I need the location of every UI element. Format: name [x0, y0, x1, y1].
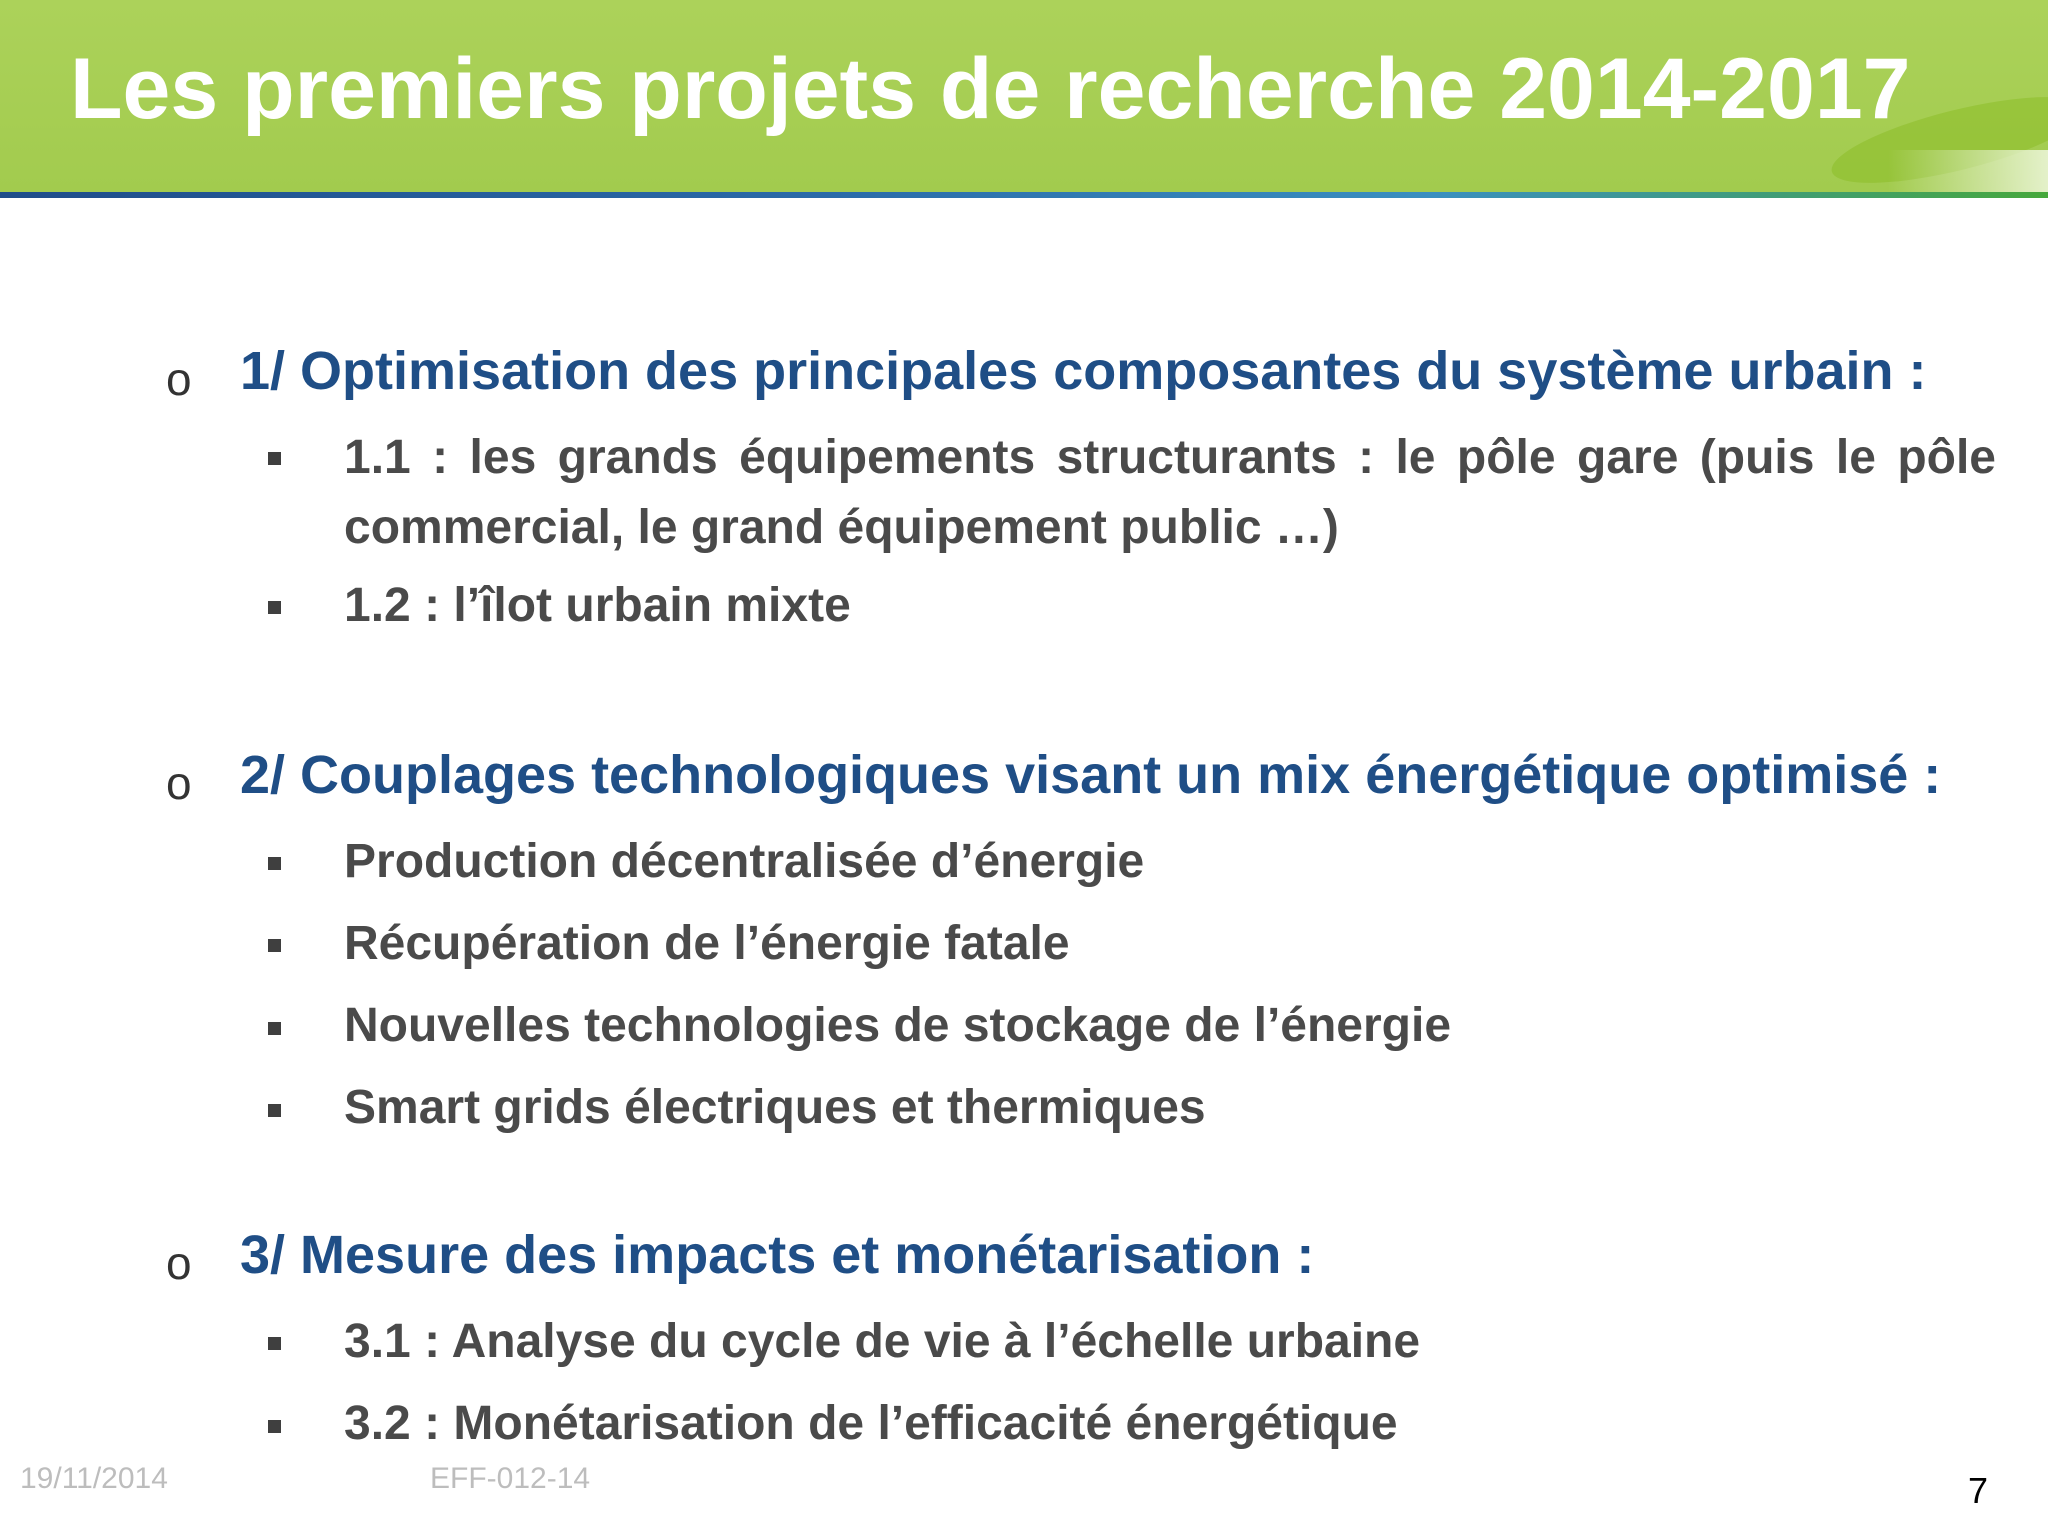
sub-item-2-2: Récupération de l’énergie fatale: [344, 917, 1070, 970]
decorative-swoosh-highlight: [1888, 150, 2048, 192]
slide-title: Les premiers projets de recherche 2014-2017: [70, 41, 1911, 137]
sub-bullet: [268, 1420, 281, 1433]
sub-item-2-3: Nouvelles technologies de stockage de l’énergie: [344, 999, 1452, 1052]
title-underline: [0, 192, 2048, 198]
section-heading-1: 1/ Optimisation des principales composantes du système urbain :: [240, 341, 1927, 401]
section-bullet-2: o: [166, 757, 192, 809]
sub-item-2-1: Production décentralisée d’énergie: [344, 835, 1145, 888]
page-number: 7: [1968, 1470, 1989, 1511]
sub-bullet: [268, 1022, 281, 1035]
sub-bullet: [268, 857, 281, 870]
sub-bullet: [268, 939, 281, 952]
sub-item-2-4: Smart grids électriques et thermiques: [344, 1081, 1206, 1134]
sub-bullet: [268, 452, 281, 465]
sub-item-3-2: 3.2 : Monétarisation de l’efficacité énergétique: [344, 1397, 1398, 1450]
sub-item-1-2: 1.2 : l’îlot urbain mixte: [344, 579, 851, 632]
sub-item-3-1: 3.1 : Analyse du cycle de vie à l’échelle urbaine: [344, 1315, 1421, 1368]
section-heading-2: 2/ Couplages technologiques visant un mix énergétique optimisé :: [240, 745, 1942, 805]
sub-item-1-1: 1.1 : les grands équipements structurants : le pôle gare (puis le pôle commercial, le grand équipement public …): [344, 431, 1996, 554]
title-bar: [0, 0, 2048, 192]
footer-date: 19/11/2014: [20, 1462, 168, 1495]
footer-code: EFF-012-14: [430, 1462, 591, 1495]
sub-bullet: [268, 1104, 281, 1117]
section-bullet-3: o: [166, 1237, 192, 1289]
section-bullet-1: o: [166, 353, 192, 405]
section-heading-3: 3/ Mesure des impacts et monétarisation :: [240, 1225, 1315, 1285]
sub-bullet: [268, 1337, 281, 1350]
sub-bullet: [268, 601, 281, 614]
